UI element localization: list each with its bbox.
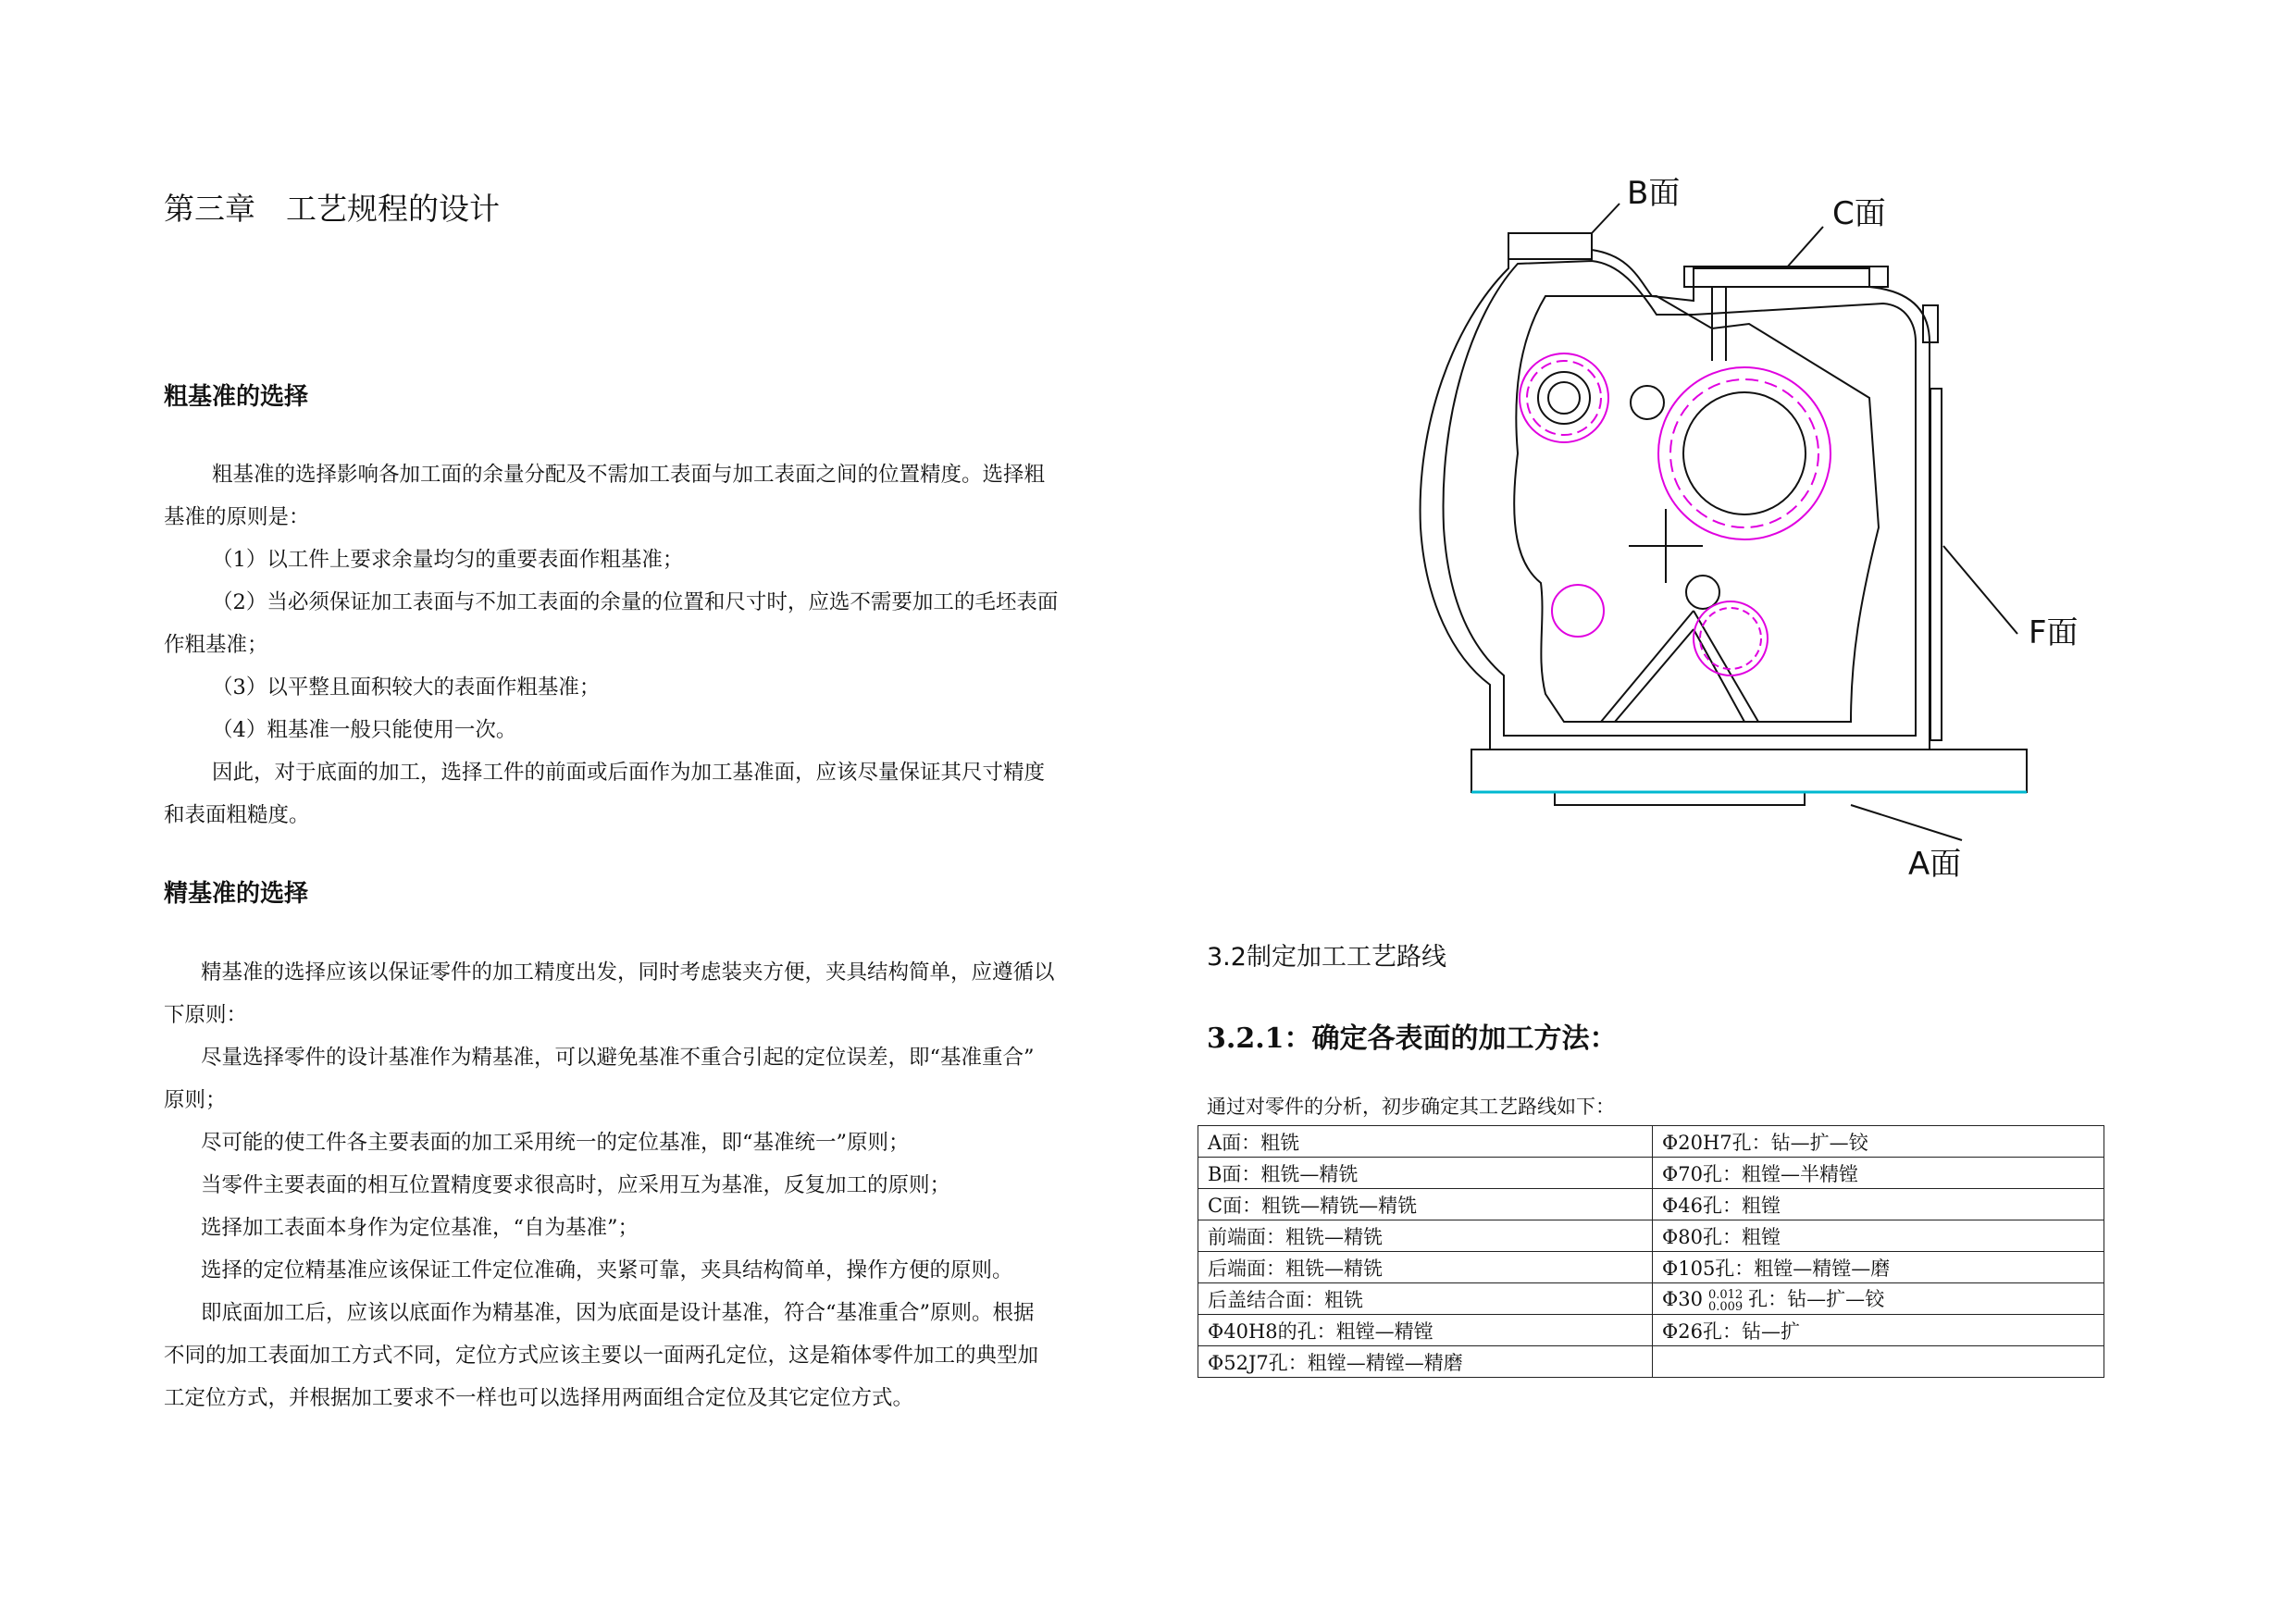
hole-process: 孔：钻—扩—铰 [1748, 1288, 1885, 1311]
table-cell: Φ46孔：粗镗 [1653, 1189, 2104, 1220]
gearbox-section-drawing [1416, 176, 2082, 907]
table-cell: Φ105孔：粗镗—精镗—磨 [1653, 1252, 2104, 1283]
table-cell: Φ20H7孔：钻—扩—铰 [1653, 1126, 2104, 1158]
table-row [1198, 1220, 2104, 1252]
fine-para-2a: 尽量选择零件的设计基准作为精基准，可以避免基准不重合引起的定位误差，即“基准重合” [201, 1046, 1035, 1070]
table-row [1198, 1346, 2104, 1378]
table-row [1198, 1315, 2104, 1346]
fine-para-5: 选择加工表面本身作为定位基准，“自为基准”； [201, 1216, 639, 1240]
table-row [1198, 1189, 2104, 1220]
fine-para-7a: 即底面加工后，应该以底面作为精基准，因为底面是设计基准，符合“基准重合”原则。根据 [201, 1301, 1035, 1325]
table-cell [1653, 1346, 2104, 1378]
table-cell [1653, 1283, 2104, 1315]
table-row [1198, 1283, 2104, 1315]
route-intro: 通过对零件的分析，初步确定其工艺路线如下： [1207, 1096, 1615, 1118]
fine-para-1b: 下原则： [164, 1003, 248, 1027]
tolerance-upper: 0.012 [1707, 1287, 1744, 1302]
tolerance [1708, 1289, 1743, 1313]
rough-rule-2a: （2）当必须保证加工表面与不加工表面的余量的位置和尺寸时，应选不需要加工的毛坯表面 [212, 590, 1059, 614]
tolerance-lower: 0.009 [1707, 1299, 1744, 1314]
rough-para-1b: 基准的原则是： [164, 505, 310, 529]
fine-datum-heading: 精基准的选择 [164, 880, 309, 908]
chapter-title: 第三章 工艺规程的设计 [164, 191, 500, 227]
table-cell: 后端面：粗铣—精铣 [1198, 1252, 1653, 1283]
fine-para-2b: 原则； [164, 1088, 227, 1112]
section-3-2-1-title: 3.2.1：确定各表面的加工方法： [1207, 1022, 1618, 1055]
label-c-face: C面 [1832, 195, 1886, 232]
fine-para-7c: 工定位方式，并根据加工要求不一样也可以选择用两面组合定位及其它定位方式。 [164, 1386, 914, 1410]
table-row [1198, 1158, 2104, 1189]
table-cell: Φ26孔：钻—扩 [1653, 1315, 2104, 1346]
label-a-face: A面 [1908, 846, 1962, 883]
fine-para-7b: 不同的加工表面加工方式不同，定位方式应该主要以一面两孔定位，这是箱体零件加工的典型加 [164, 1344, 1039, 1368]
table-row [1198, 1126, 2104, 1158]
table-cell: 前端面：粗铣—精铣 [1198, 1220, 1653, 1252]
rough-rule-2b: 作粗基准； [164, 633, 268, 657]
rough-conclusion-b: 和表面粗糙度。 [164, 803, 310, 827]
rough-datum-heading: 粗基准的选择 [164, 383, 309, 411]
fine-para-4: 当零件主要表面的相互位置精度要求很高时，应采用互为基准，反复加工的原则； [201, 1173, 951, 1197]
fine-para-6: 选择的定位精基准应该保证工件定位准确，夹紧可靠，夹具结构简单，操作方便的原则。 [201, 1258, 1013, 1282]
table-cell: C面：粗铣—精铣—精铣 [1198, 1189, 1653, 1220]
label-b-face: B面 [1627, 176, 1681, 212]
section-3-2-title: 3.2制定加工工艺路线 [1207, 943, 1446, 972]
table-cell: Φ40H8的孔：粗镗—精镗 [1198, 1315, 1653, 1346]
rough-conclusion-a: 因此，对于底面的加工，选择工件的前面或后面作为加工基准面，应该尽量保证其尺寸精度 [212, 761, 1046, 785]
hole-diameter: Φ30 [1662, 1288, 1703, 1311]
table-cell: B面：粗铣—精铣 [1198, 1158, 1653, 1189]
rough-para-1a: 粗基准的选择影响各加工面的余量分配及不需加工表面与加工表面之间的位置精度。选择粗 [212, 463, 1046, 487]
table-cell: 后盖结合面：粗铣 [1198, 1283, 1653, 1315]
label-f-face: F面 [2029, 614, 2079, 651]
rough-rule-4: （4）粗基准一般只能使用一次。 [212, 718, 517, 742]
table-row [1198, 1252, 2104, 1283]
table-cell: Φ70孔：粗镗—半精镗 [1653, 1158, 2104, 1189]
table-cell: Φ52J7孔：粗镗—精镗—精磨 [1198, 1346, 1653, 1378]
fine-para-3: 尽可能的使工件各主要表面的加工采用统一的定位基准，即“基准统一”原则； [201, 1131, 910, 1155]
rough-rule-3: （3）以平整且面积较大的表面作粗基准； [212, 675, 601, 700]
rough-rule-1: （1）以工件上要求余量均匀的重要表面作粗基准； [212, 548, 684, 572]
fine-para-1a: 精基准的选择应该以保证零件的加工精度出发，同时考虑装夹方便，夹具结构简单，应遵循以 [201, 960, 1055, 985]
table-cell: A面：粗铣 [1198, 1126, 1653, 1158]
process-route-table [1198, 1125, 2104, 1378]
table-cell: Φ80孔：粗镗 [1653, 1220, 2104, 1252]
